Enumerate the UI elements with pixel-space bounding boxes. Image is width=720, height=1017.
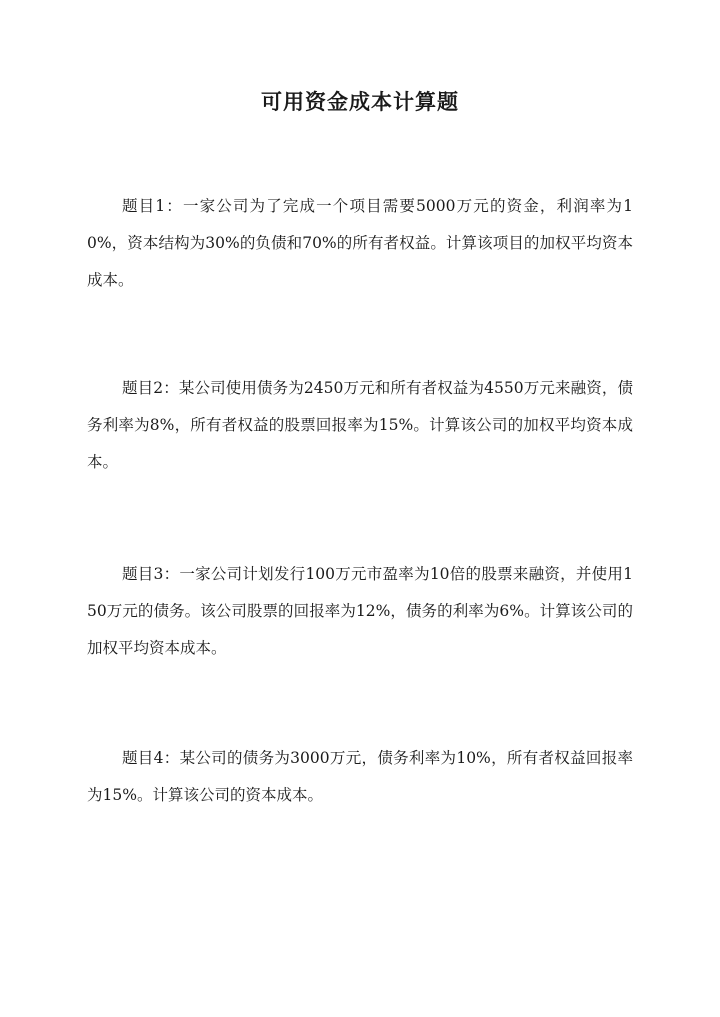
question-4: 题目4：某公司的债务为3000万元，债务利率为10%，所有者权益回报率为15%。计算该公司的资本成本。 (87, 749, 633, 804)
question-3: 题目3：一家公司计划发行100万元市盈率为10倍的股票来融资，并使用150万元的债务。该公司股票的回报率为12%，债务的利率为6%。计算该公司的加权平均资本成本。 (87, 565, 633, 657)
page-title: 可用资金成本计算题 (261, 89, 459, 114)
question-1: 题目1：一家公司为了完成一个项目需要5000万元的资金，利润率为10%，资本结构为30%的负债和70%的所有者权益。计算该项目的加权平均资本成本。 (87, 197, 633, 289)
question-2: 题目2：某公司使用债务为2450万元和所有者权益为4550万元来融资，债务利率为8%，所有者权益的股票回报率为15%。计算该公司的加权平均资本成本。 (87, 379, 633, 471)
